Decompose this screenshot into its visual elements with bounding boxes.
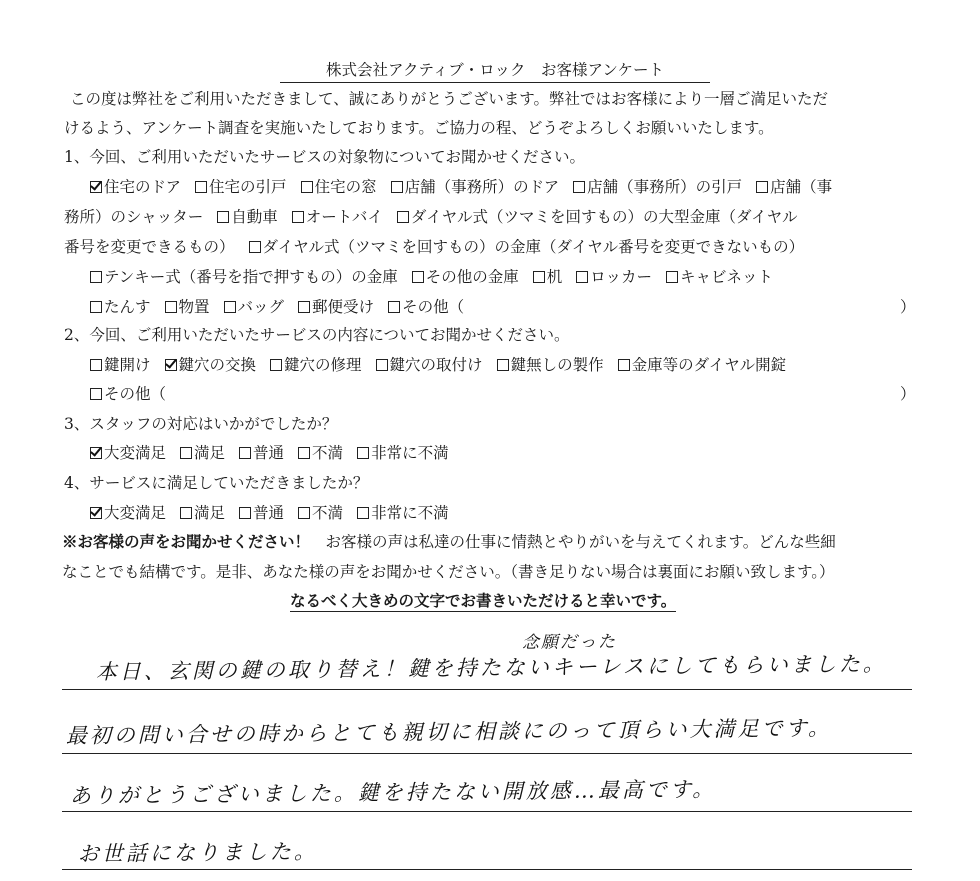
checkbox-icon[interactable]	[357, 447, 369, 459]
checkbox-label: ダイヤル式（ツマミを回すもの）の大型金庫（ダイヤル	[410, 208, 798, 226]
checkbox-label: 店舗（事務所）の引戸	[587, 178, 743, 196]
q4-question: 4、サービスに満足していただきましたか？	[64, 474, 369, 492]
checkbox-option[interactable]	[270, 354, 362, 376]
voice-heading: ※お客様の声をお聞かせください！	[62, 532, 311, 551]
checkbox-option[interactable]	[90, 176, 181, 198]
checkbox-option[interactable]	[298, 296, 374, 318]
voice-line-2: なことでも結構です。是非、あなた様の声をお聞かせください。（書き足りない場合は裏面にお願い致します。）	[62, 563, 835, 581]
checkbox-icon[interactable]	[90, 271, 102, 283]
q2-other-close-paren: ）	[900, 385, 916, 403]
checkbox-icon[interactable]	[298, 447, 310, 459]
checkbox-option[interactable]	[292, 206, 383, 228]
handwritten-line-4: お世話になりました。	[77, 839, 318, 867]
checkbox-icon[interactable]	[301, 181, 313, 193]
checkbox-option[interactable]	[64, 236, 235, 258]
checkbox-option[interactable]	[301, 176, 377, 198]
checked-box-icon[interactable]	[90, 507, 102, 519]
checkbox-option[interactable]	[180, 502, 225, 524]
checkbox-label: 非常に不満	[371, 504, 449, 522]
checkbox-option[interactable]	[376, 354, 483, 376]
checkbox-label: 鍵穴の交換	[178, 356, 257, 374]
checkbox-icon[interactable]	[497, 359, 509, 371]
checkbox-label: 郵便受け	[312, 298, 375, 316]
checkbox-option[interactable]	[217, 206, 278, 228]
q1-options-line-1	[90, 176, 846, 198]
checkbox-label: その他（	[402, 298, 465, 316]
checkbox-option[interactable]	[90, 296, 151, 318]
checkbox-icon[interactable]	[376, 359, 388, 371]
checkbox-label: 鍵穴の取付け	[389, 356, 483, 374]
checkbox-label: 住宅のドア	[104, 178, 182, 196]
checkbox-label: 鍵穴の修理	[284, 356, 362, 374]
checkbox-option[interactable]	[357, 442, 449, 464]
checkbox-label: 住宅の引戸	[209, 178, 287, 196]
checkbox-option[interactable]	[90, 383, 166, 405]
checkbox-option[interactable]	[224, 296, 285, 318]
checkbox-option[interactable]	[412, 266, 519, 288]
checkbox-option[interactable]	[239, 442, 284, 464]
checkbox-option[interactable]	[90, 502, 166, 524]
q1-options-line-5	[90, 296, 478, 318]
handwritten-insert-note: 念願だった	[521, 632, 617, 653]
checkbox-icon[interactable]	[576, 271, 588, 283]
checkbox-option[interactable]	[239, 502, 284, 524]
checkbox-label: テンキー式（番号を指で押すもの）の金庫	[104, 268, 398, 286]
checkbox-option[interactable]	[497, 354, 604, 376]
checkbox-label: 満足	[194, 504, 226, 522]
checkbox-label: 物置	[178, 298, 210, 316]
checkbox-label: キャビネット	[679, 268, 773, 286]
q3-question: 3、スタッフの対応はいかがでしたか？	[64, 415, 338, 433]
checkbox-option[interactable]	[64, 206, 203, 228]
checkbox-label: 店舗（事務所）のドア	[404, 178, 560, 196]
q2-options-line-1	[90, 354, 800, 376]
checkbox-icon[interactable]	[195, 181, 207, 193]
checkbox-icon[interactable]	[573, 181, 585, 193]
checkbox-label: ロッカー	[590, 268, 652, 286]
checkbox-icon[interactable]	[239, 447, 251, 459]
checkbox-label: 務所）のシャッター	[64, 208, 204, 226]
checkbox-label: 満足	[194, 444, 226, 462]
checkbox-icon[interactable]	[756, 181, 768, 193]
checkbox-icon[interactable]	[224, 301, 236, 313]
checkbox-icon[interactable]	[298, 507, 310, 519]
checkbox-option[interactable]	[397, 206, 798, 228]
checkbox-icon[interactable]	[388, 301, 400, 313]
checkbox-icon[interactable]	[391, 181, 403, 193]
checkbox-option[interactable]	[388, 296, 464, 318]
checkbox-label: 不満	[312, 444, 344, 462]
checkbox-label: バッグ	[237, 298, 285, 316]
handwritten-line-3: ありがとうございました。鍵を持たない開放感…最高です。	[69, 777, 717, 809]
checkbox-label: ダイヤル式（ツマミを回すもの）の金庫（ダイヤル番号を変更できないもの）	[262, 238, 805, 256]
q1-options-line-3	[64, 236, 818, 258]
checkbox-label: 金庫等のダイヤル開錠	[631, 356, 787, 374]
checkbox-option[interactable]	[576, 266, 652, 288]
checkbox-label: 住宅の窓	[314, 178, 377, 196]
checkbox-label: 机	[546, 268, 563, 286]
writing-rule-4	[62, 869, 912, 870]
checked-box-icon[interactable]	[165, 359, 177, 371]
checkbox-option[interactable]	[391, 176, 560, 198]
checkbox-option[interactable]	[573, 176, 742, 198]
checkbox-icon[interactable]	[90, 388, 102, 400]
checkbox-option[interactable]	[165, 296, 210, 318]
checkbox-label: 自動車	[231, 208, 278, 226]
voice-line-1	[62, 531, 836, 553]
checkbox-icon[interactable]	[180, 447, 192, 459]
intro-line-1: この度は弊社をご利用いただきまして、誠にありがとうございます。弊社ではお客様により一層ご満足いただ	[70, 90, 828, 108]
checkbox-option[interactable]	[298, 442, 343, 464]
checkbox-option[interactable]	[618, 354, 787, 376]
checkbox-option[interactable]	[165, 354, 257, 376]
q4-options	[90, 502, 463, 524]
checkbox-label: 鍵無しの製作	[510, 356, 604, 374]
checkbox-label: 普通	[253, 504, 285, 522]
checkbox-icon[interactable]	[90, 301, 102, 313]
checkbox-icon[interactable]	[618, 359, 630, 371]
writing-rule-2	[62, 753, 912, 754]
checkbox-option[interactable]	[249, 236, 805, 258]
handwritten-line-1: 本日、玄関の鍵の取り替え！鍵を持たないキーレスにしてもらいました。	[95, 651, 887, 685]
q1-other-close-paren: ）	[900, 298, 916, 316]
q1-options-line-4	[90, 266, 787, 288]
checkbox-label: 非常に不満	[371, 444, 449, 462]
voice-request: なるべく大きめの文字でお書きいただけると幸いです。	[290, 591, 677, 610]
checkbox-label: 店舗（事	[770, 178, 833, 196]
checkbox-option[interactable]	[90, 266, 398, 288]
checkbox-option[interactable]	[90, 354, 151, 376]
checkbox-option[interactable]	[90, 442, 166, 464]
checkbox-icon[interactable]	[397, 211, 409, 223]
survey-title: 株式会社アクティブ・ロック お客様アンケート	[280, 58, 710, 83]
checkbox-icon[interactable]	[298, 301, 310, 313]
checkbox-icon[interactable]	[270, 359, 282, 371]
checkbox-label: たんす	[104, 298, 151, 316]
checkbox-option[interactable]	[756, 176, 832, 198]
q3-options	[90, 442, 463, 464]
checkbox-icon[interactable]	[165, 301, 177, 313]
checkbox-icon[interactable]	[533, 271, 545, 283]
checkbox-label: 普通	[253, 444, 285, 462]
checkbox-label: 番号を変更できるもの）	[64, 238, 235, 256]
checkbox-label: その他の金庫	[425, 268, 519, 286]
checked-box-icon[interactable]	[90, 181, 102, 193]
writing-rule-1	[62, 689, 912, 690]
checkbox-icon[interactable]	[666, 271, 678, 283]
checkbox-icon[interactable]	[292, 211, 304, 223]
checkbox-option[interactable]	[533, 266, 563, 288]
checkbox-option[interactable]	[298, 502, 343, 524]
checkbox-option[interactable]	[180, 442, 225, 464]
checked-box-icon[interactable]	[90, 447, 102, 459]
checkbox-icon[interactable]	[180, 507, 192, 519]
checkbox-icon[interactable]	[357, 507, 369, 519]
q2-options-line-2	[90, 383, 180, 405]
checkbox-icon[interactable]	[412, 271, 424, 283]
voice-line-1-text: お客様の声は私達の仕事に情熱とやりがいを与えてくれます。どんな些細	[310, 533, 836, 551]
writing-rule-3	[62, 811, 912, 812]
checkbox-label: 大変満足	[104, 444, 167, 462]
checkbox-icon[interactable]	[90, 359, 102, 371]
checkbox-label: 不満	[312, 504, 344, 522]
checkbox-option[interactable]	[666, 266, 773, 288]
checkbox-icon[interactable]	[249, 241, 261, 253]
q1-options-line-2	[64, 206, 812, 228]
checkbox-label: 大変満足	[104, 504, 167, 522]
intro-line-2: けるよう、アンケート調査を実施いたしております。ご協力の程、どうぞよろしくお願いいたします。	[64, 119, 774, 137]
q2-question: 2、今回、ご利用いただいたサービスの内容についてお聞かせください。	[64, 326, 570, 344]
checkbox-label: 鍵開け	[104, 356, 151, 374]
q1-question: 1、今回、ご利用いただいたサービスの対象物についてお聞かせください。	[64, 148, 586, 166]
checkbox-label: その他（	[104, 385, 167, 403]
checkbox-icon[interactable]	[239, 507, 251, 519]
checkbox-option[interactable]	[357, 502, 449, 524]
checkbox-label: オートバイ	[305, 208, 383, 226]
handwritten-line-2: 最初の問い合せの時からとても親切に相談にのって頂らい大満足です。	[65, 715, 833, 749]
checkbox-icon[interactable]	[217, 211, 229, 223]
checkbox-option[interactable]	[195, 176, 287, 198]
